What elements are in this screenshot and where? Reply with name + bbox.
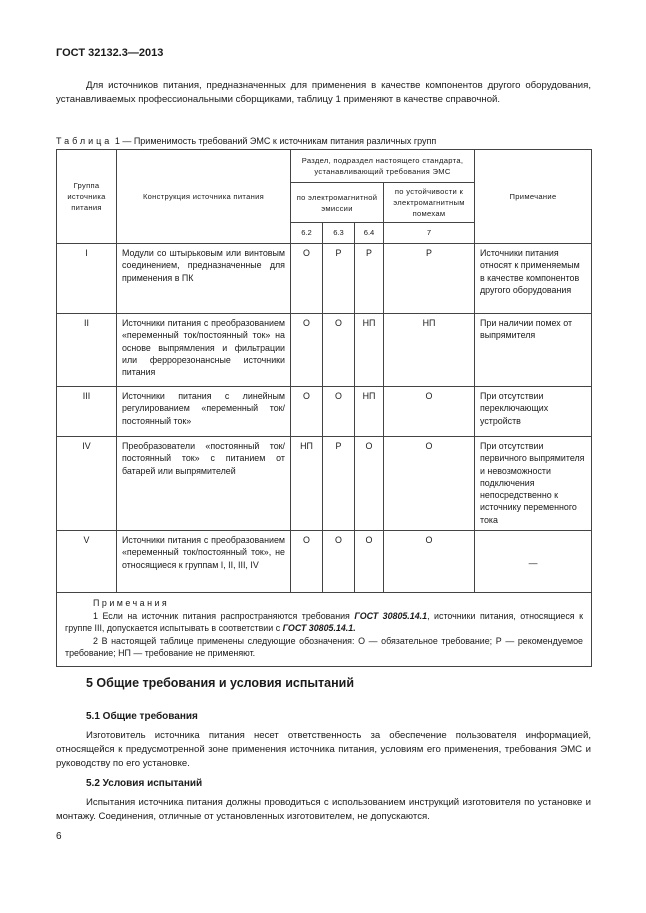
row-7: НП [384,314,475,387]
row-construction: Источники питания с линейным регулированием «переменный ток/постоянный ток» [117,387,291,437]
notes-heading: Примечания [93,598,170,609]
row-6-3: О [323,314,355,387]
row-7: О [384,531,475,593]
ref-gost-30805: ГОСТ 30805.14.1. [282,623,356,634]
table-row [57,244,592,314]
row-6-2: О [291,387,323,437]
section-5-1-text: Изготовитель источника питания несет ответственность за обеспечение пользователя информацией, относящейся к предусмотренной зоне применения источника питания, условиям его применения, требования ЭМС и руководству по его установке. [56,730,591,769]
row-6-2: О [291,244,323,314]
header-immunity: по устойчивости к электромагнитным помехам [384,183,475,223]
header-construction: Конструкция источника питания [117,150,291,244]
row-6-2: О [291,531,323,593]
table-notes [57,593,592,667]
section-5-2-title: 5.2 Условия испытаний [86,778,203,789]
row-7: Р [384,244,475,314]
row-group: V [57,531,117,593]
table-row [57,314,592,387]
header-7: 7 [384,223,475,244]
row-6-2: О [291,314,323,387]
row-6-4: О [355,437,384,531]
row-group: I [57,244,117,314]
row-note: При наличии помех от выпрямителя [475,314,592,387]
section-5-1-paragraph [56,729,591,770]
header-6-2: 6.2 [291,223,323,244]
row-6-2: НП [291,437,323,531]
header-group: Группа источника питания [57,150,117,244]
row-construction: Модули со штырьковым или винтовым соединением, предназначенные для применения в ПК [117,244,291,314]
section-5-1-title: 5.1 Общие требования [86,711,198,722]
row-construction: Источники питания с преобразованием «переменный ток/постоянный ток» на основе выпрямления и фильтрации или феррорезонансные источники питания [117,314,291,387]
table-caption-text: 1 — Применимость требований ЭМС к источникам питания различных групп [114,136,437,146]
header-section: Раздел, подраздел настоящего стандарта, устанавливающий требования ЭМС [291,150,475,183]
header-note: Примечание [475,150,592,244]
row-7: О [384,437,475,531]
table-caption-word: Таблица [56,136,113,146]
table-caption [56,136,436,146]
header-6-4: 6.4 [355,223,384,244]
standard-header: ГОСТ 32132.3—2013 [56,47,164,59]
ref-gost-30805: ГОСТ 30805.14.1 [354,610,428,621]
section-5-2-paragraph [56,796,591,824]
row-construction: Источники питания с преобразованием «переменный ток/постоянный ток», не относящиеся к группам I, II, III, IV [117,531,291,593]
row-group: II [57,314,117,387]
row-6-4: НП [355,314,384,387]
section-5-2-text: Испытания источника питания должны проводиться с использованием инструкций изготовителя по установке и монтажу. Соединения, отличные от установленных изготовителем, не допускаются. [56,797,591,822]
row-construction: Преобразователи «постоянный ток/постоянный ток» с питанием от батарей или выпрямителей [117,437,291,531]
row-6-3: Р [323,437,355,531]
row-6-4: О [355,531,384,593]
header-emission: по электромагнитной эмиссии [291,183,384,223]
row-note: При отсутствии первичного выпрямителя и невозможности подключения непосредственно к источнику переменного тока [475,437,592,531]
page-number: 6 [56,831,62,842]
row-note: Источники питания относят к применяемым в качестве компонентов другого оборудования [475,244,592,314]
row-group: IV [57,437,117,531]
emc-applicability-table [56,149,592,667]
row-6-3: Р [323,244,355,314]
row-note: — [475,531,592,593]
section-5-title: 5 Общие требования и условия испытаний [86,676,355,690]
row-group: III [57,387,117,437]
row-6-3: О [323,531,355,593]
row-note: При отсутствии переключающих устройств [475,387,592,437]
table-row [57,437,592,531]
table-row [57,387,592,437]
note-2: 2 В настоящей таблице применены следующие обозначения: О — обязательное требование; Р — рекомендуемое требование; НП — требование не применяют. [65,635,583,659]
header-6-3: 6.3 [323,223,355,244]
intro-text: Для источников питания, предназначенных для применения в качестве компонентов другого оборудования, устанавливаемых профессиональными сборщиками, таблицу 1 применяют в качестве справочной. [56,80,591,105]
row-6-3: О [323,387,355,437]
note-1: 1 Если на источник питания распространяются требования ГОСТ 30805.14.1, источники питания, относящиеся к группе III, допускается испытывать в соответствии с ГОСТ 30805.14.1. [65,610,584,634]
table-row [57,531,592,593]
row-6-4: НП [355,387,384,437]
table-notes-row [57,593,592,667]
row-6-4: Р [355,244,384,314]
intro-paragraph [56,79,591,106]
row-7: О [384,387,475,437]
